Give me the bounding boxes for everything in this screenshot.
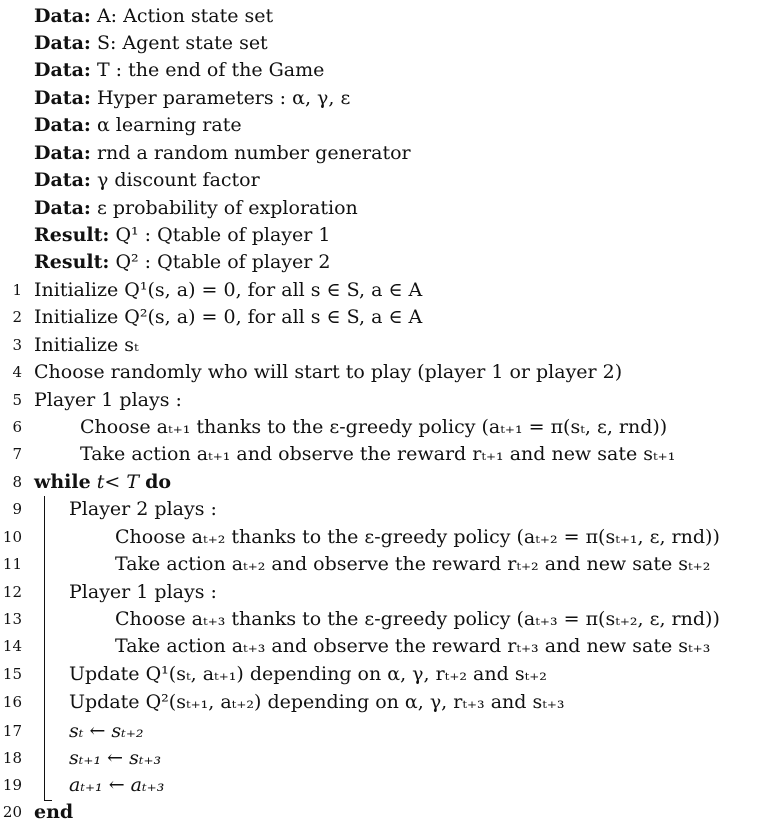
data-label: Data: [34,87,91,109]
do-keyword: do [145,471,172,493]
line-number: 11 [2,555,22,573]
data-label: Data: [34,142,91,164]
while-keyword: while [34,471,91,493]
data-text: Hyper parameters : α, γ, ε [96,87,351,109]
step-text: Choose aₜ₊₂ thanks to the ε-greedy policy (aₜ₊₂ = π(sₜ₊₁, ε, rnd)) [115,526,720,548]
line-number: 2 [12,308,22,326]
data-text: rnd a random number generator [96,142,411,164]
line-number: 1 [12,281,22,299]
step-text: Take action aₜ₊₂ and observe the reward rₜ₊₂ and new sate sₜ₊₂ [115,553,711,575]
step-text: Update Q²(sₜ₊₁, aₜ₊₂) depending on α, γ, rₜ₊₃ and sₜ₊₃ [69,691,565,713]
line-number: 8 [12,473,22,491]
step-text: Take action aₜ₊₁ and observe the reward rₜ₊₁ and new sate sₜ₊₁ [80,443,676,465]
line-number: 5 [12,391,22,409]
data-label: Data: [34,169,91,191]
result-text: Q² : Qtable of player 2 [115,251,331,273]
line-number: 9 [12,500,22,518]
data-label: Data: [34,5,91,27]
data-text: S: Agent state set [96,32,268,54]
line-number: 10 [2,528,22,546]
line-number: 19 [2,776,22,794]
step-text: Initialize Q¹(s, a) = 0, for all s ∈ S, a ∈ A [34,279,423,301]
step-text: Initialize sₜ [34,334,139,356]
step-text: Choose aₜ₊₃ thanks to the ε-greedy policy (aₜ₊₃ = π(sₜ₊₂, ε, rnd)) [115,608,720,630]
data-text: A: Action state set [96,5,274,27]
step-text: Update Q¹(sₜ, aₜ₊₁) depending on α, γ, rₜ₊₂ and sₜ₊₂ [69,663,547,685]
line-number: 17 [2,722,22,740]
end-keyword: end [34,801,74,823]
data-label: Data: [34,114,91,136]
data-text: T : the end of the Game [96,59,325,81]
step-text: aₜ₊₁ ← aₜ₊₃ [69,774,165,796]
step-text: Choose randomly who will start to play (player 1 or player 2) [34,361,623,383]
line-number: 14 [2,637,22,655]
line-number: 13 [2,610,22,628]
step-text: sₜ ← sₜ₊₂ [69,720,144,742]
loop-body-bar [44,496,45,801]
step-text: Take action aₜ₊₃ and observe the reward rₜ₊₃ and new sate sₜ₊₃ [115,635,711,657]
line-number: 4 [12,363,22,381]
step-text: Player 1 plays : [69,581,217,603]
step-text: Player 2 plays : [69,498,217,520]
step-text: Choose aₜ₊₁ thanks to the ε-greedy policy (aₜ₊₁ = π(sₜ, ε, rnd)) [80,416,668,438]
data-label: Data: [34,59,91,81]
line-number: 6 [12,418,22,436]
data-label: Data: [34,197,91,219]
result-text: Q¹ : Qtable of player 1 [115,224,331,246]
data-label: Data: [34,32,91,54]
loop-condition: t< T [96,471,140,493]
line-number: 7 [12,445,22,463]
result-label: Result: [34,251,110,273]
data-text: ε probability of exploration [96,197,358,219]
line-number: 18 [2,749,22,767]
line-number: 12 [2,583,22,601]
line-number: 20 [2,803,22,821]
step-text: Player 1 plays : [34,389,182,411]
data-text: α learning rate [96,114,242,136]
step-text: sₜ₊₁ ← sₜ₊₃ [69,747,162,769]
result-label: Result: [34,224,110,246]
line-number: 3 [12,336,22,354]
step-text: Initialize Q²(s, a) = 0, for all s ∈ S, a ∈ A [34,306,423,328]
line-number: 15 [2,665,22,683]
line-number: 16 [2,693,22,711]
data-text: γ discount factor [96,169,260,191]
